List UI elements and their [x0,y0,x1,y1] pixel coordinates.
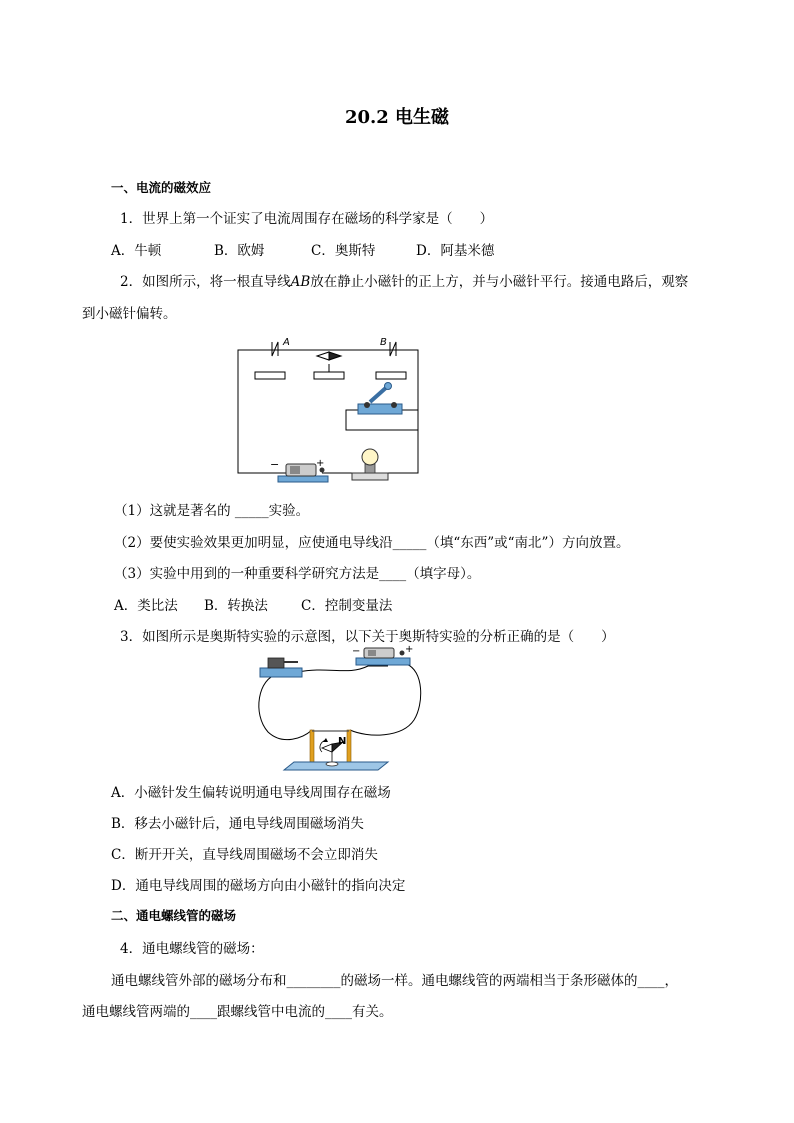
q4-line2: 通电螺线管两端的____跟螺线管中电流的____有关。 [82,1004,393,1020]
q1-option-b[interactable]: B．欧姆 [214,243,265,259]
q2-options [114,594,392,614]
battery-plus-label: + [316,458,325,469]
q3-option-c[interactable]: C．断开开关，直导线周围磁场不会立即消失 [111,847,378,863]
q3-battery-icon [356,658,410,665]
q3-switch-icon [260,668,302,677]
q3-compass-needle-icon [322,744,332,752]
q2-option-c[interactable]: C．控制变量法 [301,598,393,614]
q2-option-b[interactable]: B．转换法 [204,598,268,614]
bulb-icon [352,473,388,480]
q1-option-d[interactable]: D．阿基米德 [416,243,495,259]
q1-stem: 1．世界上第一个证实了电流周围存在磁场的科学家是（ ） [120,211,494,227]
q2-sub3: （3）实验中用到的一种重要科学研究方法是____（填字母）。 [114,566,481,582]
q3-stem: 3．如图所示是奥斯特实验的示意图，以下关于奥斯特实验的分析正确的是（ ） [120,629,615,645]
q3-option-a[interactable]: A．小磁针发生偏转说明通电导线周围存在磁场 [111,785,391,801]
label-a: A [283,337,290,348]
q3-battery-minus-label: − [352,646,361,657]
needle-base-block [314,372,344,379]
q1-option-a[interactable]: A．牛顿 [111,243,162,259]
q1-option-c[interactable]: C．奥斯特 [311,243,376,259]
section-heading-1: 一、电流的磁效应 [111,180,212,195]
q3-battery-plus-label: + [405,644,414,655]
q2-sub2: （2）要使实验效果更加明显，应使通电导线沿_____（填“东西”或“南北”）方向放置。 [114,535,630,551]
q2-circuit-figure [230,330,430,485]
support-block-right [376,372,406,379]
q4-line1: 通电螺线管外部的磁场分布和________的磁场一样。通电螺线管的两端相当于条形磁体的____， [111,973,678,989]
q3-option-b[interactable]: B．移去小磁针后，通电导线周围磁场消失 [111,816,364,832]
compass-needle-icon [317,352,329,360]
q2-stem-line2: 到小磁针偏转。 [82,306,177,322]
page-title: 20.2 电生磁 [344,107,450,128]
label-b: B [380,337,387,348]
q3-oersted-figure [248,644,428,772]
q2-sub1: （1）这就是著名的 _____实验。 [114,503,310,519]
q1-options [111,239,494,259]
q4-stem: 4．通电螺线管的磁场： [120,941,264,957]
q2-stem-line1: 2．如图所示，将一根直导线AB放在静止小磁针的正上方，并与小磁针平行。接通电路后，观察 [120,274,689,290]
q3-needle-n-label: N [338,736,347,747]
support-block-left [255,372,285,379]
battery-minus-label: − [270,458,280,471]
q2-option-a[interactable]: A．类比法 [114,598,178,614]
q3-option-d[interactable]: D．通电导线周围的磁场方向由小磁针的指向决定 [111,878,406,894]
section-heading-2: 二、通电螺线管的磁场 [111,908,237,923]
battery-icon [278,476,328,482]
